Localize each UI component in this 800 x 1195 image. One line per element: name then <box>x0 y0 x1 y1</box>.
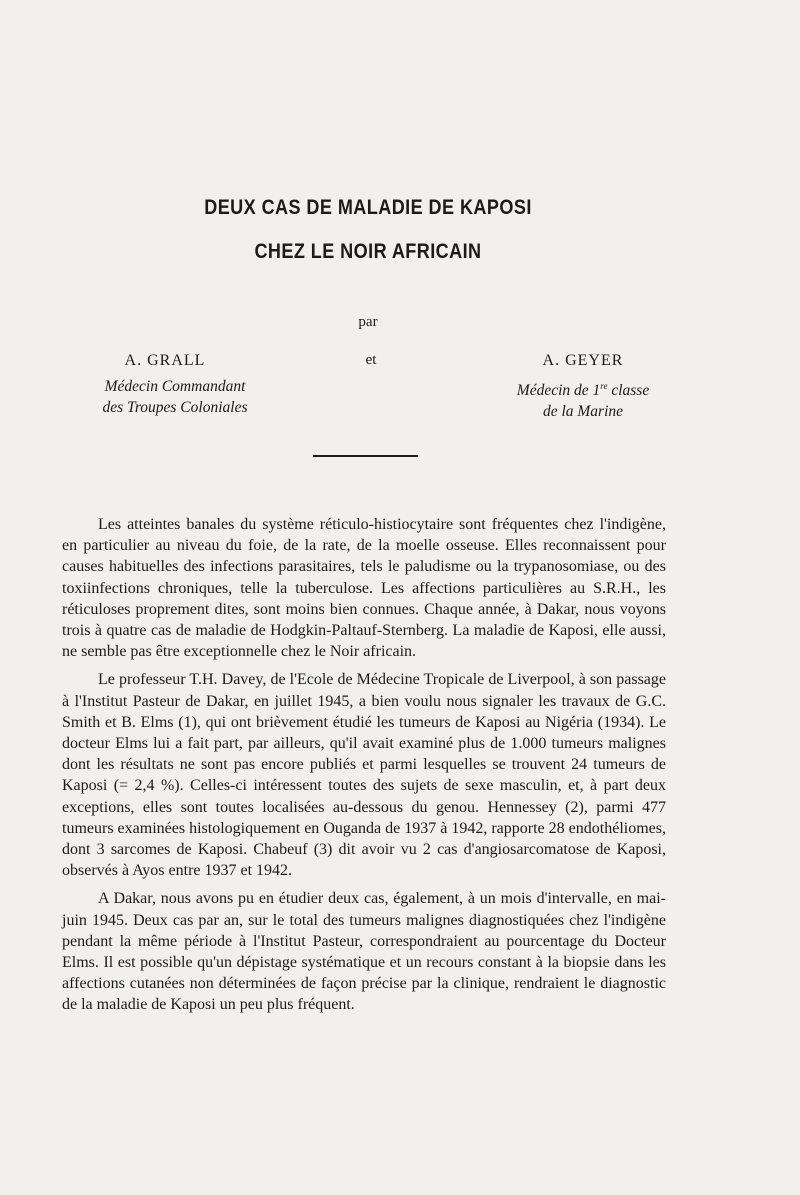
separator-rule <box>313 455 418 457</box>
article-body <box>62 514 666 1023</box>
paragraph-3: A Dakar, nous avons pu en étudier deux cas, également, à un mois d'intervalle, en mai-juin 1945. Deux cas par an, sur le total des tumeurs malignes diagnostiquées chez l'indigène pendant la même période à l'Institut Pasteur, correspondraient au pourcentage du Docteur Elms. Il est possible qu'un dépistage systématique et un recours constant à la biopsie dans les affections cutanées non déterminées de façon précise par la clinique, rendraient le diagnostic de la maladie de Kaposi un peu plus fréquent. <box>62 890 666 1014</box>
byline-par: par <box>358 314 378 330</box>
author-2-role-sup: re <box>600 381 608 391</box>
author-1-name: A. GRALL <box>124 352 206 369</box>
paragraph-1: Les atteintes banales du système réticulo-histiocytaire sont fréquentes chez l'indigène, en particulier au niveau du foie, de la rate, de la moelle osseuse. Elles reconnaissent pour causes habituelles des infections parasitaires, tels le paludisme ou la trypanosomiase, ou des toxiinfections chroniques, telle la tuberculose. Les affections particulières au S.R.H., les réticuloses proprement dites, sont moins bien connues. Chaque année, à Dakar, nous voyons trois à quatre cas de maladie de Hodgkin-Paltauf-Sternberg. La maladie de Kaposi, elle aussi, ne semble pas être exceptionnelle chez le Noir africain. <box>62 516 666 661</box>
author-2-name: A. GEYER <box>542 352 624 369</box>
article-title-line-1: DEUX CAS DE MALADIE DE KAPOSI <box>204 196 532 219</box>
author-2-role-pre: Médecin de 1 <box>516 382 601 400</box>
article-title-line-2: CHEZ LE NOIR AFRICAIN <box>254 240 482 263</box>
author-2-role-line-2: de la Marine <box>542 403 624 421</box>
author-1-role-line-2: des Troupes Coloniales <box>102 399 248 416</box>
paragraph-2: Le professeur T.H. Davey, de l'Ecole de Médecine Tropicale de Liverpool, à son passage à l'Institut Pasteur de Dakar, en juillet 1945, a bien voulu nous signaler les travaux de G.C. Smith et B. Elms (1), qui ont brièvement étudié les tumeurs de Kaposi au Nigéria (1934). Le docteur Elms lui a fait part, par ailleurs, qu'il avait examiné plus de 1.000 tumeurs malignes dont les résultats ne sont pas encore publiés et parmi lesquelles se trouvent 24 tumeurs de Kaposi (= 2,4 %). Celles-ci intéressent toutes des sujets de sexe masculin, et, à part deux exceptions, elles sont toutes localisées au-dessous du genou. Hennessey (2), parmi 477 tumeurs examinées histologiquement en Ouganda de 1937 à 1942, rapporte 28 endothéliomes, dont 3 sarcomes de Kaposi. Chabeuf (3) dit avoir vu 2 cas d'angiosarcomatose de Kaposi, observés à Ayos entre 1937 et 1942. <box>62 671 666 880</box>
author-2-role-line-1 <box>478 376 688 401</box>
author-1-role <box>70 376 280 418</box>
author-2-role <box>478 376 688 422</box>
byline-et: et <box>365 352 377 368</box>
author-2-role-post: classe <box>607 382 650 400</box>
author-1-role-line-1: Médecin Commandant <box>104 378 246 395</box>
